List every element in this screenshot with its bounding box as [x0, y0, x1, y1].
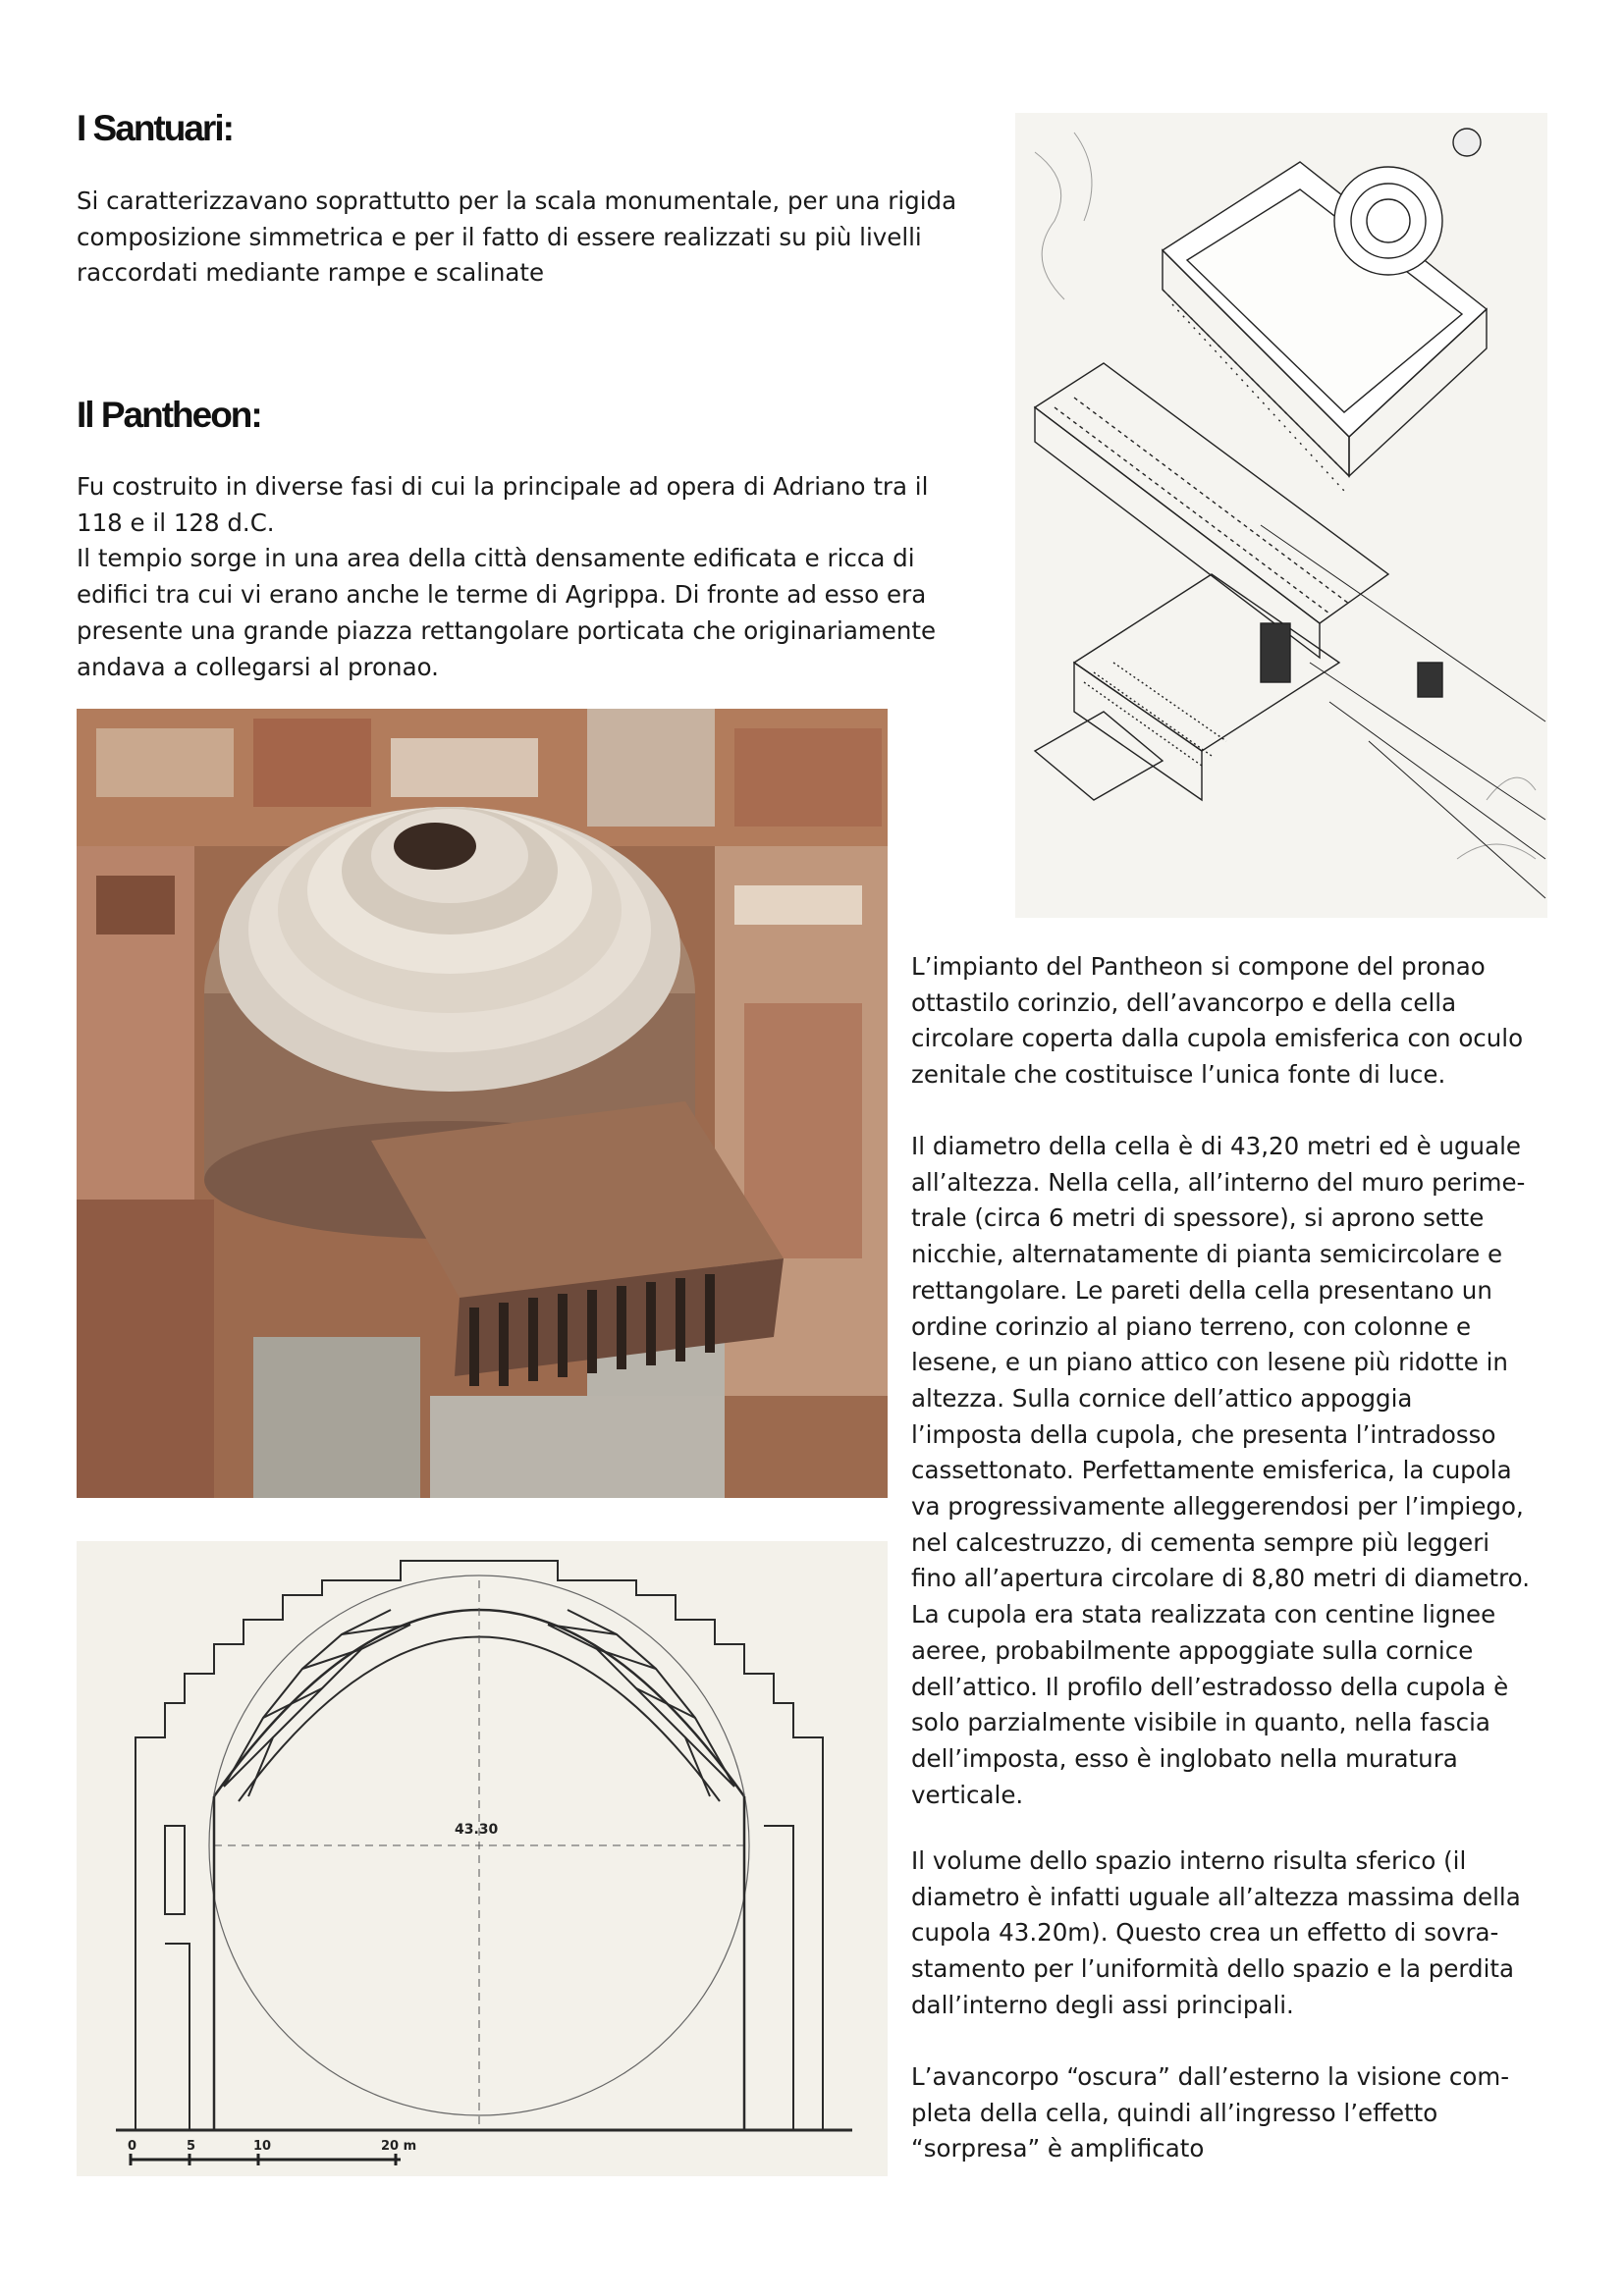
heading-pantheon: Il Pantheon:	[77, 395, 261, 435]
scale-tick-label: 10	[253, 2139, 272, 2154]
scale-tick-label: 5	[187, 2139, 196, 2154]
heading-santuari: I Santuari:	[77, 108, 233, 148]
pantheon-avancorpo-paragraph	[911, 2059, 1509, 2167]
text-line: dell’imposta, esso è inglobato nella muratura	[911, 1743, 1458, 1773]
text-line: trale (circa 6 metri di spessore), si aprono sette	[911, 1203, 1485, 1233]
aerial-photo-pantheon	[77, 709, 888, 1498]
text-line: dell’attico. Il profilo dell’estradosso della cupola è	[911, 1672, 1509, 1701]
section-dimension-label: 43.30	[455, 1822, 499, 1838]
text-line: va progressivamente alleggerendosi per l’impiego,	[911, 1492, 1524, 1522]
text-line: L’avancorpo “oscura” dall’esterno la visione com-	[911, 2062, 1510, 2091]
text-line: cupola 43.20m). Questo crea un effetto di sovra-	[911, 1918, 1499, 1948]
axonometric-plan-drawing	[1015, 113, 1547, 918]
text-line: ordine corinzio al piano terreno, con colonne e	[911, 1311, 1472, 1341]
scale-tick-label: 0	[128, 2139, 137, 2154]
text-line: Si caratterizzavano soprattutto per la scala monumentale, per una rigida	[77, 187, 957, 215]
text-line: verticale.	[911, 1780, 1024, 1809]
text-line: edifici tra cui vi erano anche le terme di Agrippa. Di fronte ad esso era	[77, 580, 927, 610]
text-line: andava a collegarsi al pronao.	[77, 652, 439, 681]
section-drawing-pantheon	[77, 1541, 888, 2176]
text-line: zenitale che costituisce l’unica fonte di luce.	[911, 1060, 1446, 1090]
scale-tick-label: 20 m	[381, 2139, 417, 2154]
pantheon-cella-paragraph	[911, 1129, 1530, 1813]
text-line: pleta della cella, quindi all’ingresso l’effetto	[911, 2098, 1438, 2127]
text-line: presente una grande piazza rettangolare porticata che originariamente	[77, 615, 937, 645]
text-line: nicchie, alternatamente di pianta semicircolare e	[911, 1240, 1503, 1269]
text-line: rettangolare. Le pareti della cella presentano un	[911, 1275, 1492, 1305]
text-line: Fu costruito in diverse fasi di cui la principale ad opera di Adriano tra il	[77, 472, 929, 501]
text-line: “sorpresa” è amplificato	[911, 2134, 1205, 2163]
text-line: 118 e il 128 d.C.	[77, 507, 275, 537]
text-line: raccordati mediante rampe e scalinate	[77, 258, 545, 288]
text-line: lesene, e un piano attico con lesene più ridotte in	[911, 1348, 1508, 1377]
text-line: circolare coperta dalla cupola emisferica con oculo	[911, 1024, 1524, 1053]
text-line: cassettonato. Perfettamente emisferica, la cupola	[911, 1456, 1512, 1485]
text-line: composizione simmetrica e per il fatto di essere realizzati su più livelli	[77, 222, 922, 251]
text-line: stamento per l’uniformità dello spazio e la perdita	[911, 1954, 1515, 1984]
text-line: solo parzialmente visibile in quanto, nella fascia	[911, 1708, 1490, 1737]
text-line: all’altezza. Nella cella, all’interno del muro perime-	[911, 1167, 1526, 1197]
pantheon-plan-paragraph	[911, 949, 1523, 1094]
santuari-paragraph	[77, 184, 956, 292]
text-line: Il volume dello spazio interno risulta sferico (il	[911, 1846, 1467, 1875]
text-line: ottastilo corinzio, dell’avancorpo e della cella	[911, 988, 1457, 1017]
text-line: fino all’apertura circolare di 8,80 metri di diametro.	[911, 1564, 1531, 1593]
pantheon-volume-paragraph	[911, 1843, 1521, 2024]
text-line: Il tempio sorge in una area della città densamente edificata e ricca di	[77, 544, 915, 573]
text-line: dall’interno degli assi principali.	[911, 1990, 1294, 2019]
text-line: nel calcestruzzo, di cementa sempre più leggeri	[911, 1527, 1490, 1557]
text-line: La cupola era stata realizzata con centine lignee	[911, 1600, 1496, 1629]
pantheon-intro-paragraph	[77, 469, 936, 685]
text-line: altezza. Sulla cornice dell’attico appoggia	[911, 1383, 1413, 1413]
text-line: diametro è infatti uguale all’altezza massima della	[911, 1882, 1521, 1911]
text-line: L’impianto del Pantheon si compone del pronao	[911, 952, 1486, 981]
text-line: Il diametro della cella è di 43,20 metri ed è uguale	[911, 1132, 1521, 1160]
text-line: l’imposta della cupola, che presenta l’intradosso	[911, 1419, 1496, 1449]
text-line: aeree, probabilmente appoggiate sulla cornice	[911, 1635, 1474, 1665]
